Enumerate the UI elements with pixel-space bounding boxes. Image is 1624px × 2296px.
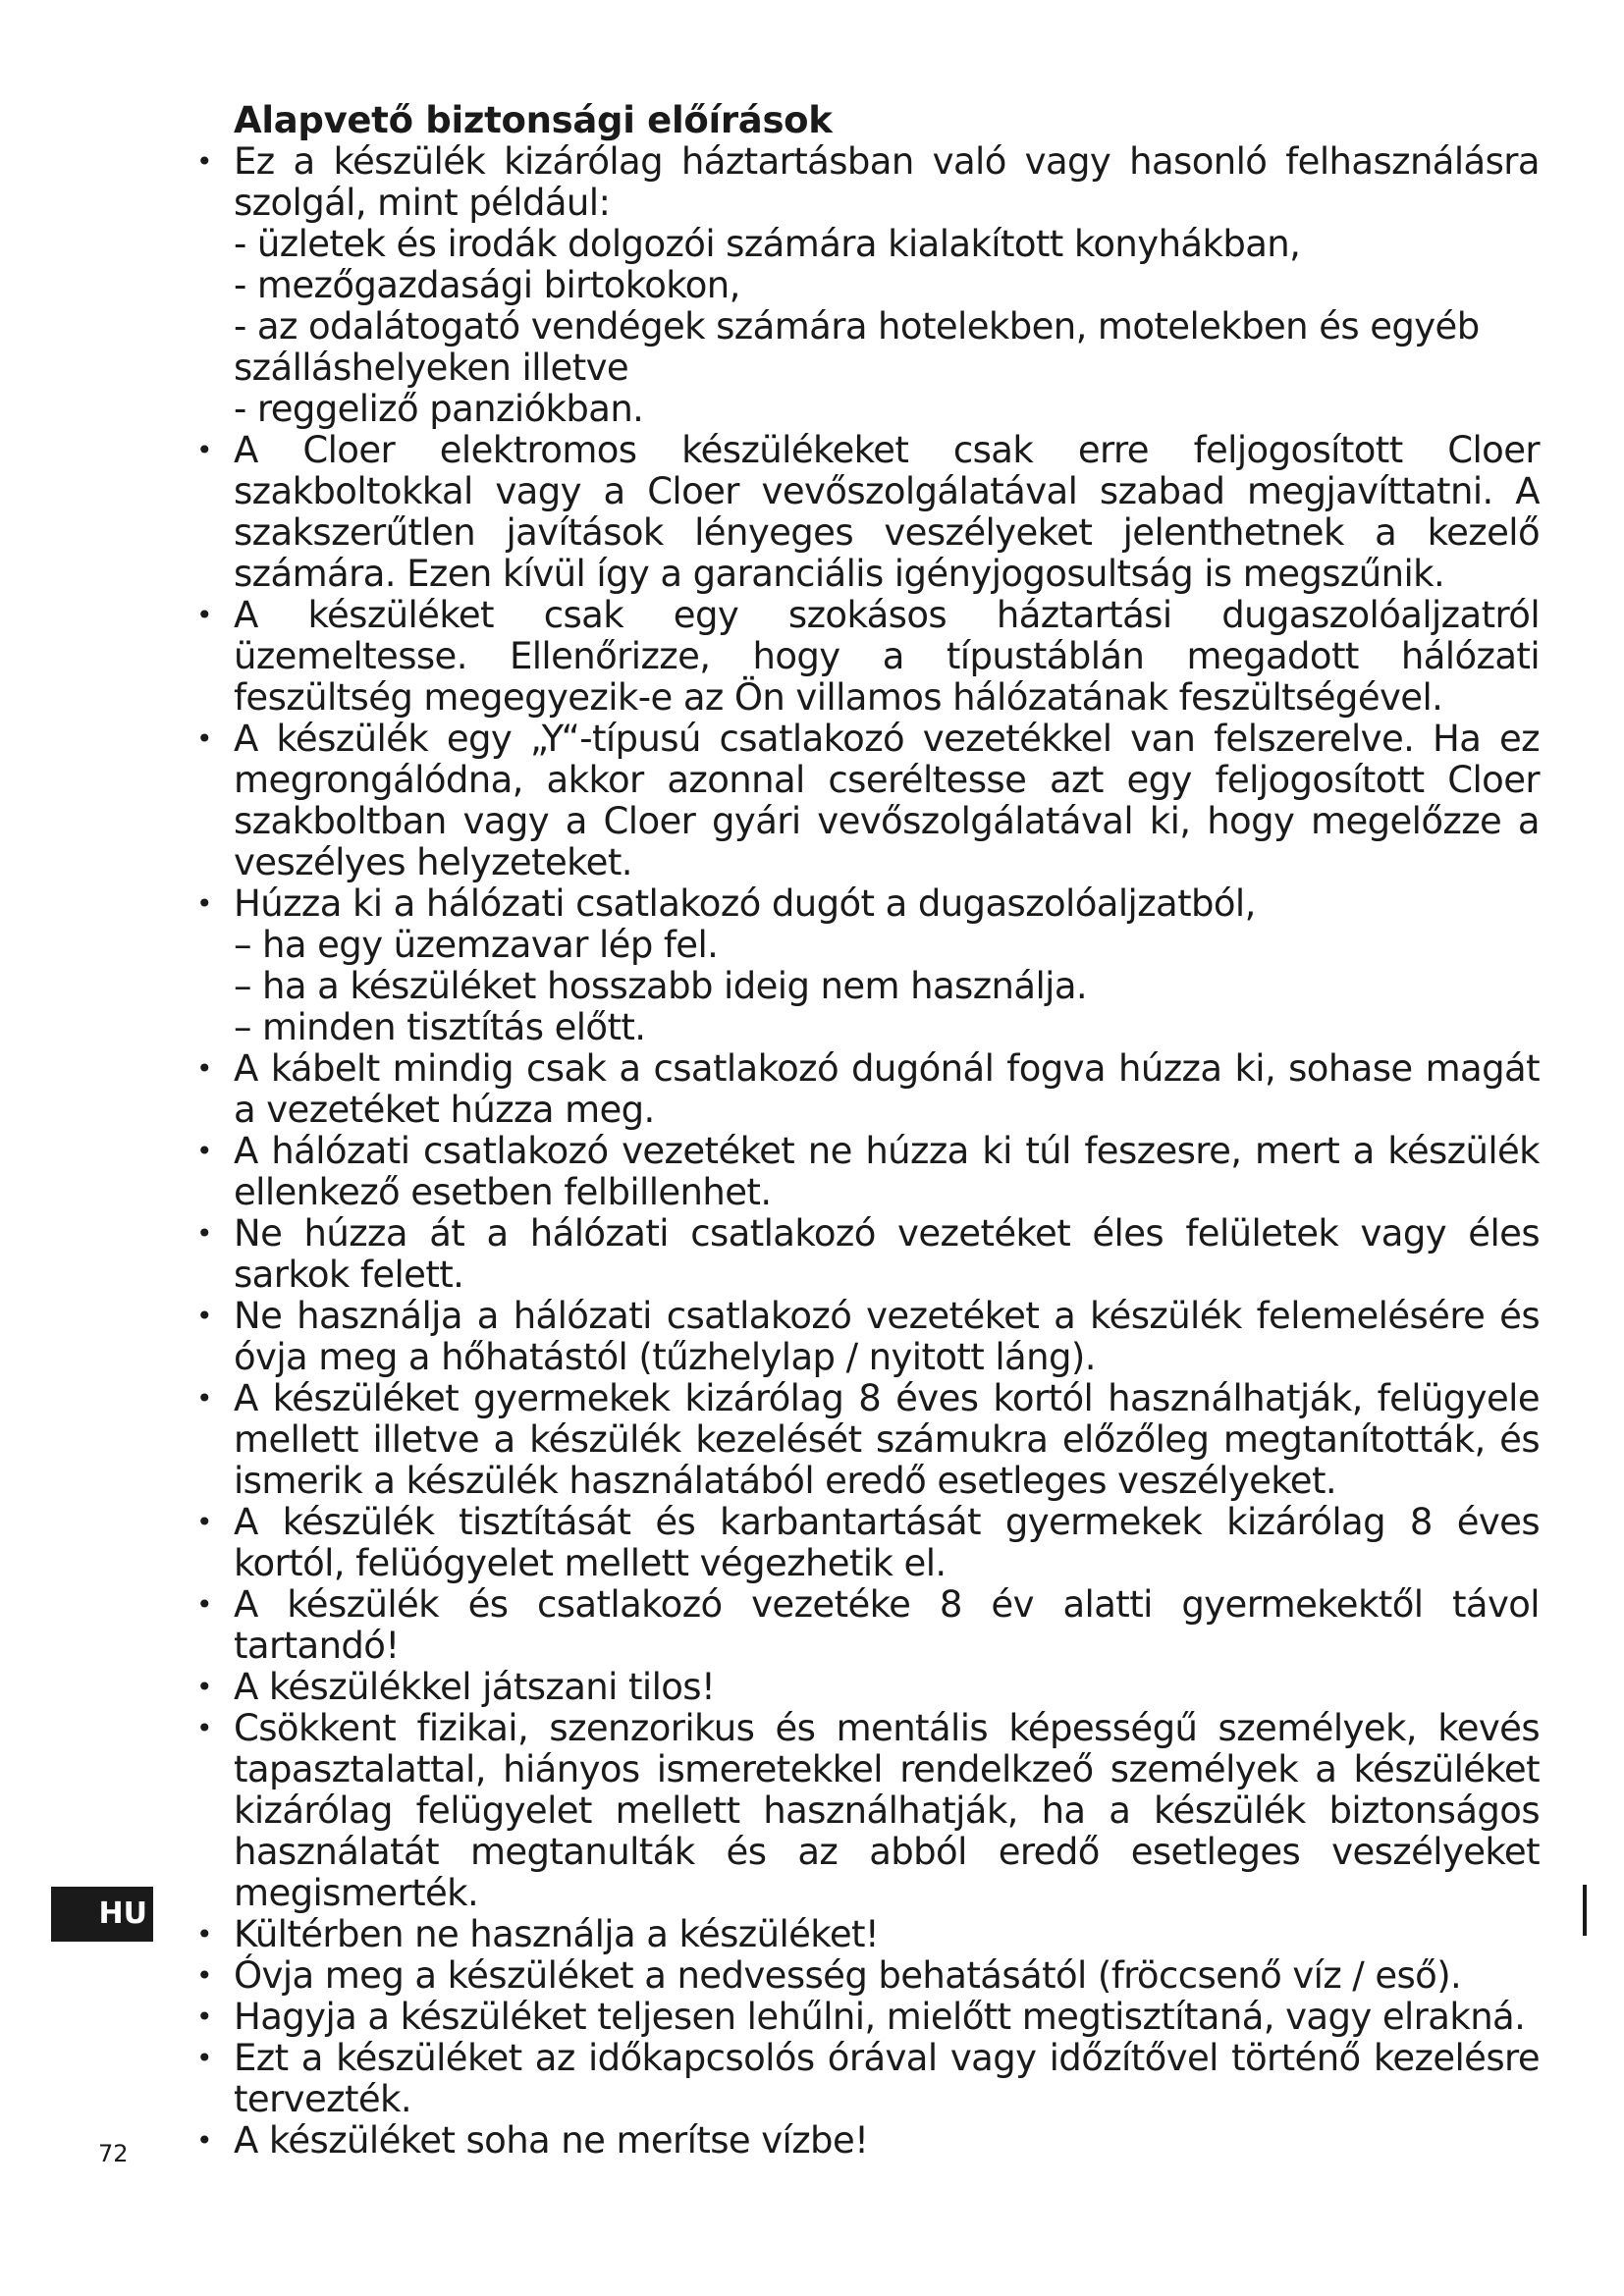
- safety-rule-text: Óvja meg a készüléket a nedvesség behatásától (fröccsenő víz / eső).: [234, 1954, 1462, 1997]
- bullet-icon: •: [196, 2042, 212, 2074]
- safety-rule-item: [196, 1954, 1540, 1997]
- safety-rule-subitem: – minden tisztítás előtt.: [234, 1006, 646, 1048]
- bullet-icon: •: [196, 1052, 212, 1085]
- safety-rule-text: Húzza ki a hálózati csatlakozó dugót a dugaszolóaljzatból,: [234, 882, 1256, 925]
- bullet-icon: •: [196, 145, 212, 178]
- safety-rule-text: Kültérben ne használja a készüléket!: [234, 1913, 880, 1955]
- bullet-icon: •: [196, 434, 212, 466]
- safety-rule-text: Csökkent fizikai, szenzorikus és mentális képességű személyek, kevés tapasztalattal, hiányos ismeretekkel rendelkzeő személyek a készüléket kizárólag felügyelet mellett használhatják, ha a készülék biztonságos használatát megtanulták és az abból eredő esetleges veszélyeket megismerték.: [234, 1707, 1540, 1914]
- safety-rule-subitem: - mezőgazdasági birtokokon,: [234, 264, 740, 306]
- safety-rule-text: A hálózati csatlakozó vezetéket ne húzza ki túl feszesre, mert a készülék ellenkező esetben felbillenhet.: [234, 1130, 1540, 1213]
- bullet-icon: •: [196, 599, 212, 631]
- safety-rule-text: A készülékkel játszani tilos!: [234, 1666, 716, 1708]
- safety-rule-item: [196, 882, 1540, 1048]
- safety-rule-item: [196, 2119, 1540, 2162]
- language-tab: [51, 1887, 153, 1942]
- safety-rule-item: [196, 1212, 1540, 1296]
- bullet-icon: •: [196, 1217, 212, 1250]
- section-title: Alapvető biztonsági előírások: [234, 99, 833, 141]
- safety-rule-item: [196, 1913, 1540, 1955]
- bullet-icon: •: [196, 1506, 212, 1538]
- safety-rule-text: A Cloer elektromos készülékeket csak erre feljogosított Cloer szakboltokkal vagy a Cloer vevőszolgálatával szabad megjavíttatni. A szakszerűtlen javítások lényeges veszélyeket jelenthetnek a kezelő számára. Ezen kívül így a garanciális igényjogosultság is megszűnik.: [234, 429, 1540, 595]
- bullet-icon: •: [196, 1135, 212, 1167]
- safety-rule-subitem: – ha egy üzemzavar lép fel.: [234, 924, 719, 966]
- safety-rule-text: Ez a készülék kizárólag háztartásban való vagy hasonló felhasználásra szolgál, mint például:: [234, 140, 1540, 224]
- safety-rule-item: [196, 2037, 1540, 2120]
- safety-rule-item: [196, 1996, 1540, 2038]
- page-number: 72: [98, 2140, 129, 2167]
- bullet-icon: •: [196, 1588, 212, 1621]
- safety-rule-text: A készüléket csak egy szokásos háztartási dugaszolóaljzatról üzemeltesse. Ellenőrizze, hogy a típustáblán megadott hálózati feszültség megegyezik-e az Ön villamos hálózatának feszültségével.: [234, 594, 1540, 719]
- bullet-icon: •: [196, 1959, 212, 1992]
- safety-rule-text: A készüléket soha ne merítse vízbe!: [234, 2119, 869, 2162]
- safety-rule-text: A kábelt mindig csak a csatlakozó dugónál fogva húzza ki, sohase magát a vezetéket húzza meg.: [234, 1047, 1540, 1131]
- safety-rule-text: Hagyja a készüléket teljesen lehűlni, mielőtt megtisztítaná, vagy elrakná.: [234, 1996, 1526, 2038]
- safety-rule-text: A készüléket gyermekek kizárólag 8 éves kortól használhatják, felügyele mellett illetve a készülék kezelését számukra előzőleg megtanították, és ismerik a készülék használatából eredő esetleges veszélyeket.: [234, 1377, 1540, 1502]
- safety-section: [196, 99, 1540, 2162]
- safety-rule-text: Ezt a készüléket az időkapcsolós órával vagy időzítővel történő kezelésre tervezték.: [234, 2037, 1540, 2120]
- safety-rule-item: [196, 594, 1540, 719]
- bullet-icon: •: [196, 2001, 212, 2033]
- bullet-icon: •: [196, 887, 212, 920]
- safety-rule-text: Ne használja a hálózati csatlakozó vezetéket a készülék felemelésére és óvja meg a hőhatástól (tűzhelylap / nyitott láng).: [234, 1295, 1540, 1378]
- bullet-icon: •: [196, 1671, 212, 1703]
- safety-rule-subitem: - üzletek és irodák dolgozói számára kialakított konyhákban,: [234, 223, 1301, 265]
- safety-rule-subitem: - reggeliző panziókban.: [234, 388, 644, 430]
- bullet-icon: •: [196, 722, 212, 755]
- safety-rule-item: [196, 1707, 1540, 1914]
- safety-rule-item: [196, 1666, 1540, 1708]
- bullet-icon: •: [196, 1382, 212, 1415]
- safety-rule-text: Ne húzza át a hálózati csatlakozó vezetéket éles felületek vagy éles sarkok felett.: [234, 1212, 1540, 1296]
- language-label: HU: [98, 1896, 147, 1931]
- bullet-icon: •: [196, 2124, 212, 2157]
- safety-rule-text: A készülék tisztítását és karbantartását gyermekek kizárólag 8 éves kortól, felüógyelet mellett végezhetik el.: [234, 1501, 1540, 1584]
- safety-rules-list: [196, 140, 1540, 2162]
- safety-rule-text: A készülék és csatlakozó vezetéke 8 év alatti gyermekektől távol tartandó!: [234, 1583, 1540, 1667]
- margin-mark: [1583, 1885, 1587, 1936]
- safety-rule-item: [196, 1295, 1540, 1378]
- safety-rule-item: [196, 718, 1540, 883]
- safety-rule-item: [196, 140, 1540, 430]
- bullet-icon: •: [196, 1918, 212, 1950]
- safety-rule-item: [196, 429, 1540, 595]
- safety-rule-subitem: – ha a készüléket hosszabb ideig nem használja.: [234, 965, 1088, 1007]
- safety-rule-item: [196, 1130, 1540, 1213]
- bullet-icon: •: [196, 1300, 212, 1332]
- safety-rule-text: A készülék egy „Y“-típusú csatlakozó vezetékkel van felszerelve. Ha ez megrongálódna, akkor azonnal cseréltesse azt egy feljogosított Cloer szakboltban vagy a Cloer gyári vevőszolgálatával ki, hogy megelőzze a veszélyes helyzeteket.: [234, 718, 1540, 883]
- safety-rule-item: [196, 1377, 1540, 1502]
- bullet-icon: •: [196, 1712, 212, 1744]
- safety-rule-item: [196, 1583, 1540, 1667]
- safety-rule-subitem: - az odalátogató vendégek számára hotelekben, motelekben és egyéb szálláshelyeken illetve: [234, 305, 1480, 389]
- safety-rule-item: [196, 1501, 1540, 1584]
- safety-rule-item: [196, 1047, 1540, 1131]
